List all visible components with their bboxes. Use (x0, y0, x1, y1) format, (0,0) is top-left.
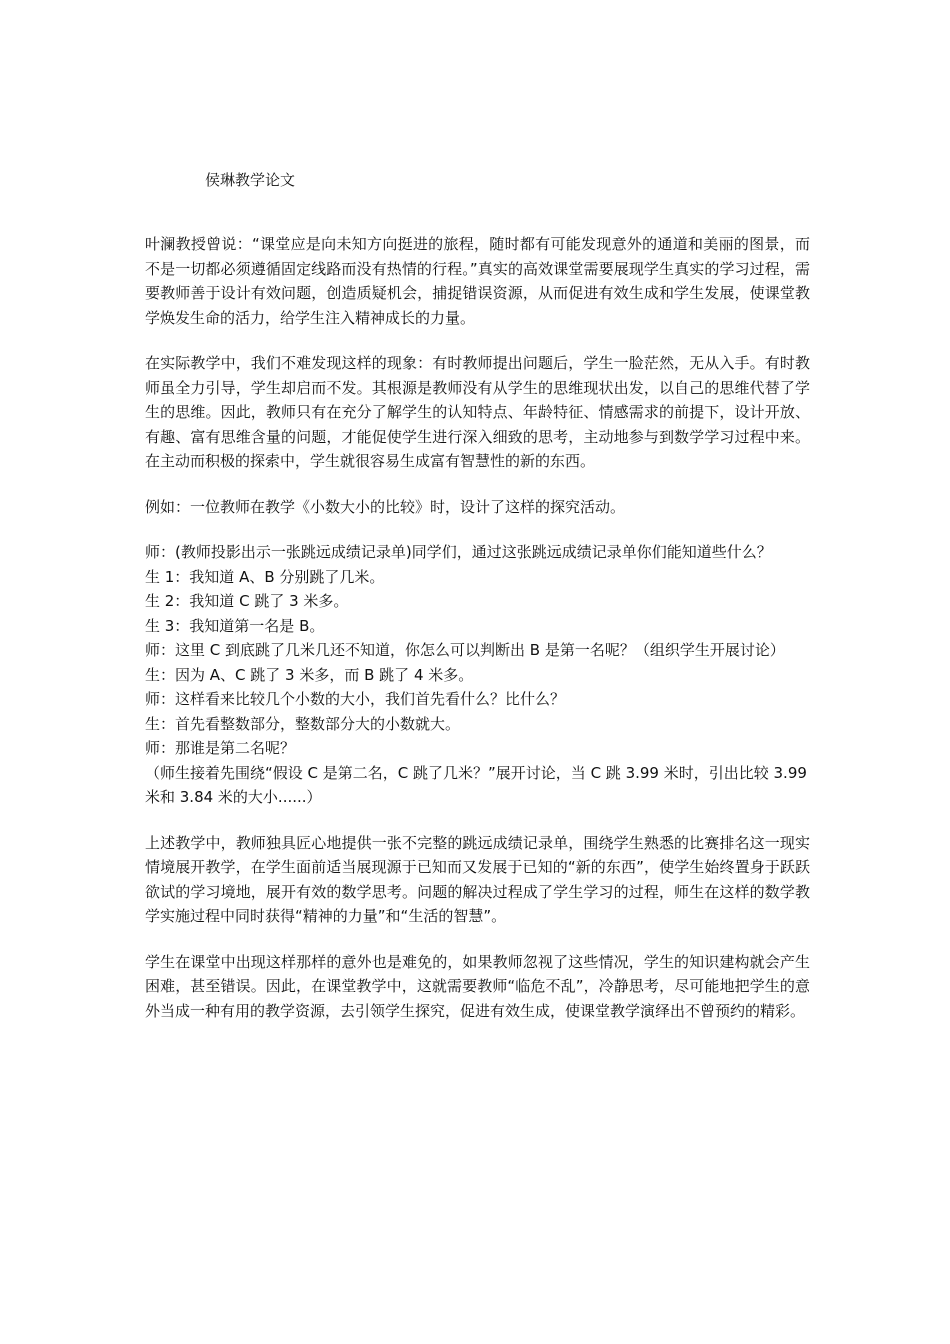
paragraph-1: 叶澜教授曾说：“课堂应是向未知方向挺进的旅程，随时都有可能发现意外的通道和美丽的图景，而不是一切都必须遵循固定线路而没有热情的行程。”真实的高效课堂需要展现学生真实的学习过程，需要教师善于设计有效问题，创造质疑机会，捕捉错误资源，从而促进有效生成和学生发展，使课堂教学焕发生命的活力，给学生注入精神成长的力量。 (145, 235, 810, 327)
dialogue-line-7: 师：这样看来比较几个小数的大小，我们首先看什么？比什么？ (145, 690, 566, 708)
dialogue-line-2: 生 1：我知道 A、B 分别跳了几米。 (145, 567, 385, 586)
paragraph-3: 例如：一位教师在教学《小数大小的比较》时，设计了这样的探究活动。 (145, 497, 626, 516)
dialogue-line-8: 生：首先看整数部分，整数部分大的小数就大。 (145, 714, 461, 733)
dialogue-line-5: 师：这里 C 到底跳了几米几还不知道，你怎么可以判断出 B 是第一名呢？（组织学生开展讨论） (145, 641, 785, 659)
dialogue-line-4: 生 3：我知道第一名是 B。 (145, 616, 325, 635)
document-body (145, 232, 810, 1044)
dialogue-line-3: 生 2：我知道 C 跳了 3 米多。 (145, 592, 349, 610)
classroom-dialogue (145, 540, 810, 810)
document-title: 侯琳教学论文 (205, 171, 296, 189)
dialogue-line-10: （师生接着先围绕“假设 C 是第二名，C 跳了几米？”展开讨论，当 C 跳 3.99 米时，引出比较 3.99 米和 3.84 米的大小......） (145, 763, 807, 806)
dialogue-line-6: 生：因为 A、C 跳了 3 米多，而 B 跳了 4 米多。 (145, 665, 474, 684)
dialogue-line-9: 师：那谁是第二名呢？ (145, 739, 296, 757)
paragraph-5: 学生在课堂中出现这样那样的意外也是难免的，如果教师忽视了这些情况，学生的知识建构就会产生困难，甚至错误。因此，在课堂教学中，这就需要教师“临危不乱”，冷静思考，尽可能地把学生的意外当成一种有用的教学资源，去引领学生探究，促进有效生成，使课堂教学演绎出不曾预约的精彩。 (145, 952, 810, 1020)
paragraph-4: 上述教学中，教师独具匠心地提供一张不完整的跳远成绩记录单，围绕学生熟悉的比赛排名这一现实情境展开教学，在学生面前适当展现源于已知而又发展于已知的“新的东西”，使学生始终置身于跃跃欲试的学习境地，展开有效的数学思考。问题的解决过程成了学生学习的过程，师生在这样的数学教学实施过程中同时获得“精神的力量”和“生活的智慧”。 (145, 833, 810, 925)
dialogue-line-1: 师：(教师投影出示一张跳远成绩记录单)同学们，通过这张跳远成绩记录单你们能知道些什么？ (145, 543, 772, 561)
paragraph-2: 在实际教学中，我们不难发现这样的现象：有时教师提出问题后，学生一脸茫然，无从入手。有时教师虽全力引导，学生却启而不发。其根源是教师没有从学生的思维现状出发，以自己的思维代替了学生的思维。因此，教师只有在充分了解学生的认知特点、年龄特征、情感需求的前提下，设计开放、有趣、富有思维含量的问题，才能促使学生进行深入细致的思考，主动地参与到数学学习过程中来。在主动而积极的探索中，学生就很容易生成富有智慧性的新的东西。 (145, 354, 810, 470)
